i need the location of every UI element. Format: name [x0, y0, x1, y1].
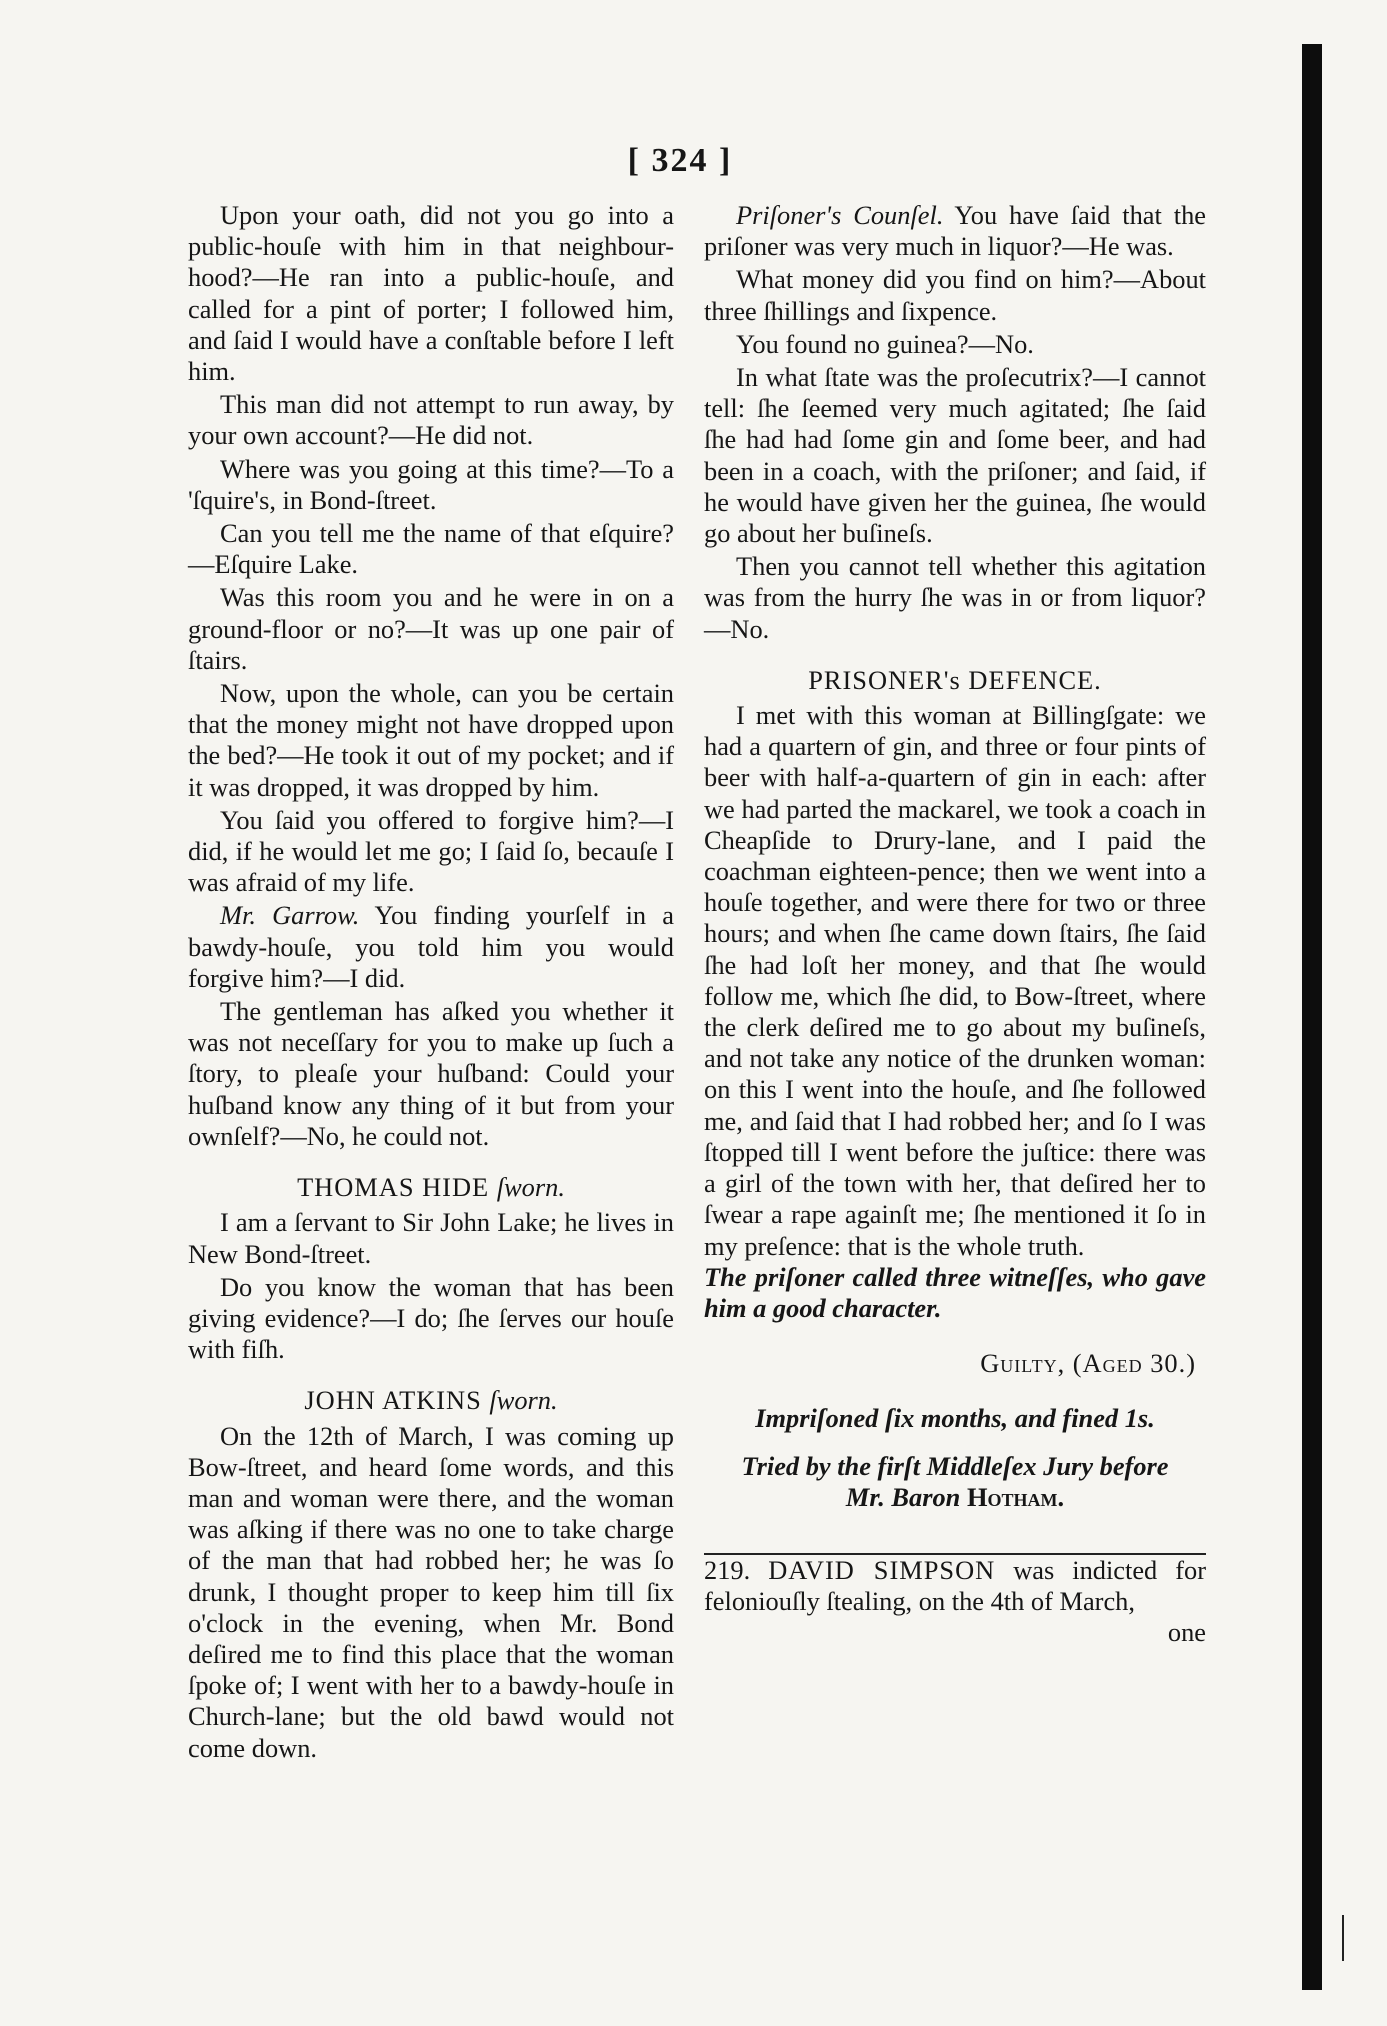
- paragraph: [188, 900, 674, 994]
- paragraph: Was this room you and he were in on a ground-floor or no?—It was up one pair of ſtairs.: [188, 582, 674, 675]
- paragraph: Upon your oath, did not you go into a public-houſe with him in that neighbour-hood?—He ran into a public-houſe, and called for a pint of porter; I followed him, and ſaid I would have a conſtable before I left him.: [188, 200, 674, 387]
- left-column: [188, 200, 674, 1764]
- paragraph: Then you cannot tell whether this agitation was from the hurry ſhe was in or from liquor?—No.: [704, 551, 1206, 644]
- paragraph-text: You finding yourſelf in a bawdy-houſe, you told him you would forgive him?—I did.: [188, 900, 674, 993]
- sworn-label: ſworn.: [489, 1385, 558, 1416]
- speaker-label: Mr. Garrow.: [220, 900, 360, 931]
- paragraph: In what ſtate was the proſecutrix?—I cannot tell: ſhe ſeemed very much agitated; ſhe ſaid ſhe had had ſome gin and ſome beer, and had been in a coach, with the priſoner; and ſaid, if he would have given her the guinea, ſhe would go about her buſineſs.: [704, 362, 1206, 549]
- sworn-label: ſworn.: [496, 1172, 565, 1203]
- right-column: [704, 200, 1206, 1649]
- speaker-label: Priſoner's Counſel.: [736, 200, 944, 230]
- paragraph: [704, 200, 1206, 262]
- page-number: [ 324 ]: [627, 142, 733, 179]
- defendant-name: DAVID SIMPSON: [768, 1554, 996, 1585]
- paragraph: Now, upon the whole, can you be certain that the money might not have dropped upon the bed?—He took it out of my pocket; and if it was dropped, it was dropped by him.: [188, 678, 674, 802]
- witness-name: THOMAS HIDE: [297, 1172, 490, 1203]
- scan-mark: [1342, 1915, 1344, 1961]
- sentence: Impriſoned ſix months, and fined 1s.: [755, 1403, 1155, 1434]
- judge-name: Hotham.: [966, 1481, 1065, 1512]
- paragraph: Where was you going at this time?—To a 'ſquire's, in Bond-ſtreet.: [188, 453, 674, 515]
- paragraph-text: You have ſaid that the priſoner was very much in liquor?—He was.: [704, 200, 1207, 262]
- case-text: was indicted for feloniouſly ſtealing, on the 4th of March,: [704, 1554, 1206, 1617]
- catchword: one: [1167, 1617, 1206, 1648]
- scan-page-edge: [1302, 44, 1322, 1990]
- tried-prefix: Tried by the firſt Middleſex Jury before: [741, 1450, 1169, 1481]
- paragraph: The gentleman has aſked you whether it was not neceſſary for you to make up ſuch a ſtory, to pleaſe your huſband: Could your huſband know any thing of it but from your ownſelf?—No, he could not.: [188, 996, 674, 1151]
- paragraph: I am a ſervant to Sir John Lake; he lives in New Bond-ſtreet.: [188, 1207, 674, 1269]
- paragraph: Can you tell me the name of that eſquire?—Eſquire Lake.: [188, 518, 674, 580]
- defence-heading: PRISONER's DEFENCE.: [808, 664, 1102, 695]
- tried-note: [704, 1451, 1206, 1513]
- judge-title: Mr. Baron: [845, 1481, 961, 1512]
- paragraph: Do you know the woman that has been giving evidence?—I do; ſhe ſerves our houſe with fiſh.: [188, 1271, 674, 1365]
- paragraph: You ſaid you offered to forgive him?—I did, if he would let me go; I ſaid ſo, becauſe I was afraid of my life.: [188, 804, 674, 898]
- case-number: 219.: [704, 1554, 751, 1585]
- new-case-paragraph: [704, 1555, 1206, 1617]
- witness-heading: [188, 1385, 674, 1416]
- paragraph: You found no guinea?—No.: [736, 328, 1034, 359]
- witnesses-note: The priſoner called three witneſſes, who gave him a good character.: [704, 1261, 1206, 1323]
- paragraph: I met with this woman at Billingſgate: we had a quartern of gin, and three or four pints of beer with half-a-quartern of gin in each: after we had parted the mackarel, we took a coach in Cheapſide to Drury-lane, and I paid the coachman eighteen-pence; then we went into a houſe together, and were there for two or three hours; and when ſhe came down ſtairs, ſhe ſaid ſhe had loſt her money, and that ſhe would follow me, which ſhe did, to Bow-ſtreet, where the clerk deſired me to go about my buſineſs, and not take any notice of the drunken woman: on this I went into the houſe, and ſhe followed me, and ſaid that I had robbed her; and ſo I was ſtopped till I went before the juſtice: there was a girl of the town with her, that deſired her to ſwear a rape againſt me; ſhe mentioned it ſo in my preſence: that is the whole truth.: [704, 700, 1206, 1261]
- witness-heading: [188, 1172, 674, 1203]
- paragraph: On the 12th of March, I was coming up Bow-ſtreet, and heard ſome words, and this man and woman were there, and the woman was aſking if there was no one to take charge of the man that had robbed her; he was ſo drunk, I thought proper to keep him till ſix o'clock in the evening, when Mr. Bond deſired me to find this place that the woman ſpoke of; I went with her to a bawdy-houſe in Church-lane; but the old bawd would not come down.: [188, 1420, 674, 1763]
- paragraph: What money did you find on him?—About three ſhillings and ſixpence.: [704, 264, 1206, 326]
- paragraph: This man did not attempt to run away, by your own account?—He did not.: [188, 389, 674, 451]
- witness-name: JOHN ATKINS: [304, 1385, 482, 1416]
- verdict: Guilty, (Aged 30.): [980, 1348, 1196, 1379]
